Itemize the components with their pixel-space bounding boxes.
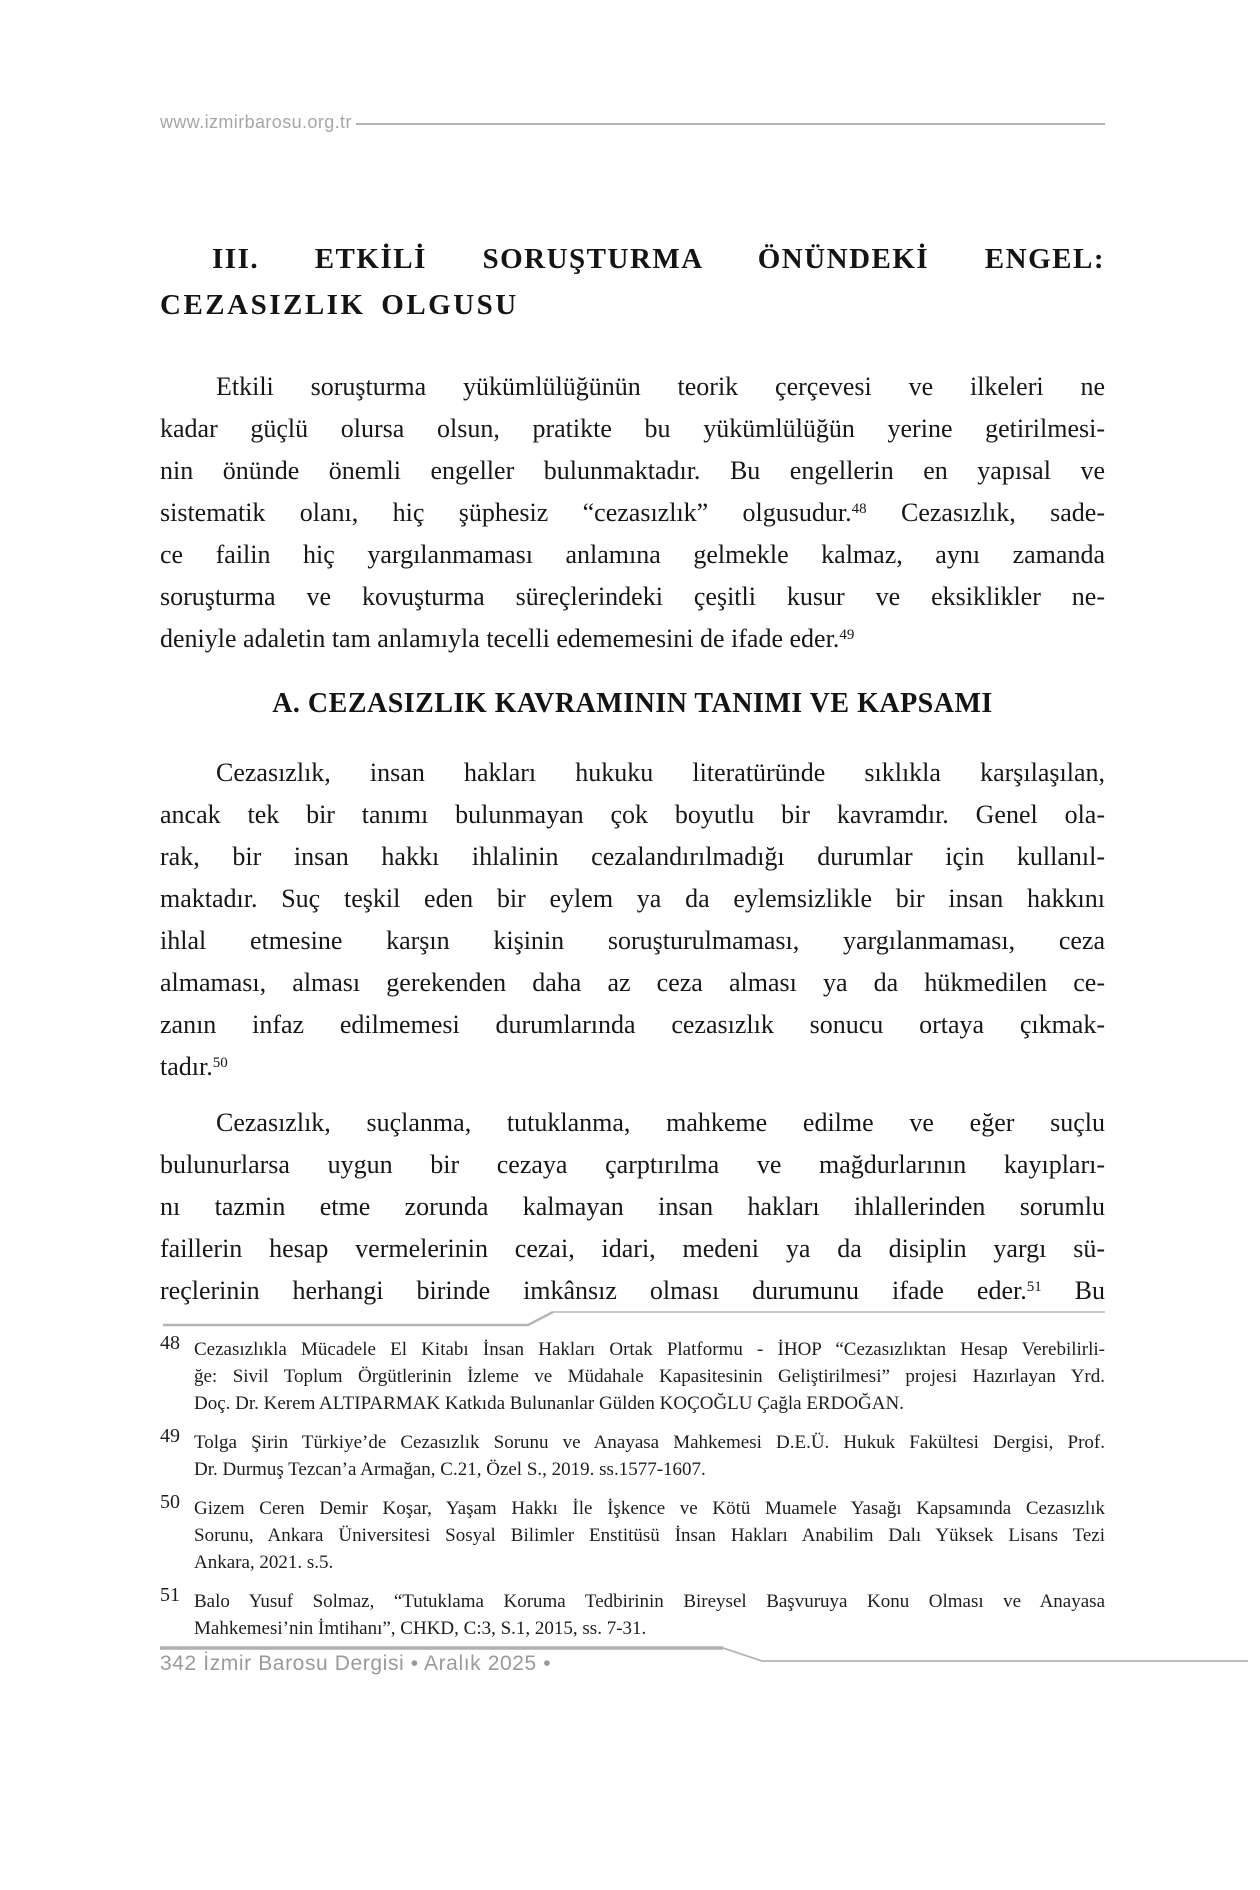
footnote-text-line: Gizem Ceren Demir Koşar, Yaşam Hakkı İle İşkence ve Kötü Muamele Yasağı Kapsamında Cezasızlık [194,1498,1105,1519]
footnote [160,1491,1105,1576]
paragraph-1 [160,366,1105,660]
chapter-title-line1: III. ETKİLİ SORUŞTURMA ÖNÜNDEKİ ENGEL: [212,243,1105,275]
footnote-text-line: Balo Yusuf Solmaz, “Tutuklama Koruma Tedbirinin Bireysel Başvuruya Konu Olması ve Anayasa [194,1591,1105,1612]
body-text-line: Etkili soruşturma yükümlülüğünün teorik çerçevesi ve ilkeleri ne [216,372,1105,401]
footnote-number: 48 [160,1332,180,1354]
body-text-line: nin önünde önemli engeller bulunmaktadır. Bu engellerin en yapısal ve [160,456,1105,485]
footnote-text-line: Mahkemesi’nin İmtihanı”, CHKD, C:3, S.1, 2015, ss. 7-31. [194,1618,647,1639]
footer-page-info: 342 İzmir Barosu Dergisi • Aralık 2025 • [160,1652,552,1675]
footnote-number: 50 [160,1491,180,1513]
body-text-line: ihlal etmesine karşın kişinin soruşturulmaması, yargılanmaması, ceza [160,926,1105,955]
body-text-line: bulunurlarsa uygun bir cezaya çarptırılma ve mağdurlarının kayıpları- [160,1150,1105,1179]
body-text-line: faillerin hesap vermelerinin cezai, idari, medeni ya da disiplin yargı sü- [160,1234,1105,1263]
chapter-title [160,236,1105,328]
body-text-line: zanın infaz edilmemesi durumlarında cezasızlık sonucu ortaya çıkmak- [160,1010,1105,1039]
footnote-number: 49 [160,1425,180,1447]
body-text-line: kadar güçlü olursa olsun, pratikte bu yükümlülüğün yerine getirilmesi- [160,414,1105,443]
footnote-text [194,1495,1105,1576]
paragraph-2 [160,752,1105,1088]
footnote-text-line: Dr. Durmuş Tezcan’a Armağan, C.21, Özel S., 2019. ss.1577-1607. [194,1459,706,1480]
footnote-text-line: Ankara, 2021. s.5. [194,1552,334,1573]
footnote-reference: 49 [839,627,855,643]
footnote-text [194,1336,1105,1417]
paragraph-3 [160,1102,1105,1312]
footnote-reference: 48 [851,501,867,517]
section-heading: A. CEZASIZLIK KAVRAMININ TANIMI VE KAPSAMI [272,688,993,719]
page-header [160,112,1105,133]
body-text-line: ce failin hiç yargılanmaması anlamına gelmekle kalmaz, aynı zamanda [160,540,1105,569]
footnote-text [194,1429,1105,1483]
body-text-line: rak, bir insan hakkı ihlalinin cezalandırılmadığı durumlar için kullanıl- [160,842,1105,871]
footnote [160,1425,1105,1483]
body-text-line: Cezasızlık, suçlanma, tutuklanma, mahkeme edilme ve eğer suçlu [216,1108,1105,1137]
body-text-line: maktadır. Suç teşkil eden bir eylem ya da eylemsizlikle bir insan hakkını [160,884,1105,913]
footnotes [160,1332,1105,1654]
body-text-line: almaması, alması gerekenden daha az ceza alması ya da hükmedilen ce- [160,968,1105,997]
chapter-title-line2: CEZASIZLIK OLGUSU [160,289,519,321]
footnote-text-line: Doç. Dr. Kerem ALTIPARMAK Katkıda Bulunanlar Gülden KOÇOĞLU Çağla ERDOĞAN. [194,1393,904,1414]
footnote-text-line: Tolga Şirin Türkiye’de Cezasızlık Sorunu ve Anayasa Mahkemesi D.E.Ü. Hukuk Fakültesi Dergisi, Prof. [194,1432,1105,1453]
footnote-divider [0,1302,1260,1332]
footnote-reference: 51 [1026,1279,1042,1295]
header-url: www.izmirbarosu.org.tr [160,112,352,132]
header-rule [356,123,1105,125]
footnote-reference: 50 [212,1055,228,1071]
footnote [160,1332,1105,1417]
body-text-line: tadır.$^{50}$ [160,1052,228,1081]
body-text-line: soruşturma ve kovuşturma süreçlerindeki çeşitli kusur ve eksiklikler ne- [160,582,1105,611]
footnote-text [194,1588,1105,1642]
footnote-text-line: Cezasızlıkla Mücadele El Kitabı İnsan Hakları Ortak Platformu - İHOP “Cezasızlıktan Hesap Verebilirli- [194,1339,1105,1360]
footnote-number: 51 [160,1584,180,1606]
footnote [160,1584,1105,1642]
body-text-line: deniyle adaletin tam anlamıyla tecelli edememesini de ifade eder.$^{49}$ [160,624,855,653]
body-text-line: reçlerinin herhangi birinde imkânsız olması durumunu ifade eder.$^{51}$ Bu [160,1276,1106,1305]
footnote-text-line: Sorunu, Ankara Üniversitesi Sosyal Bilimler Enstitüsü İnsan Hakları Anabilim Dalı Yüksek Lisans Tezi [194,1525,1105,1546]
body-text-line: sistematik olanı, hiç şüphesiz “cezasızlık” olgusudur.$^{48}$ Cezasızlık, sade- [160,498,1105,527]
body-text-line: ancak tek bir tanımı bulunmayan çok boyutlu bir kavramdır. Genel ola- [160,800,1105,829]
body-text-line: nı tazmin etme zorunda kalmayan insan hakları ihlallerinden sorumlu [160,1192,1105,1221]
body-text-line: Cezasızlık, insan hakları hukuku literatüründe sıklıkla karşılaşılan, [216,758,1105,787]
footnote-text-line: ğe: Sivil Toplum Örgütlerinin İzleme ve Müdahale Kapasitesinin Geliştirilmesi” projesi Hazırlayan Yrd. [194,1366,1105,1387]
